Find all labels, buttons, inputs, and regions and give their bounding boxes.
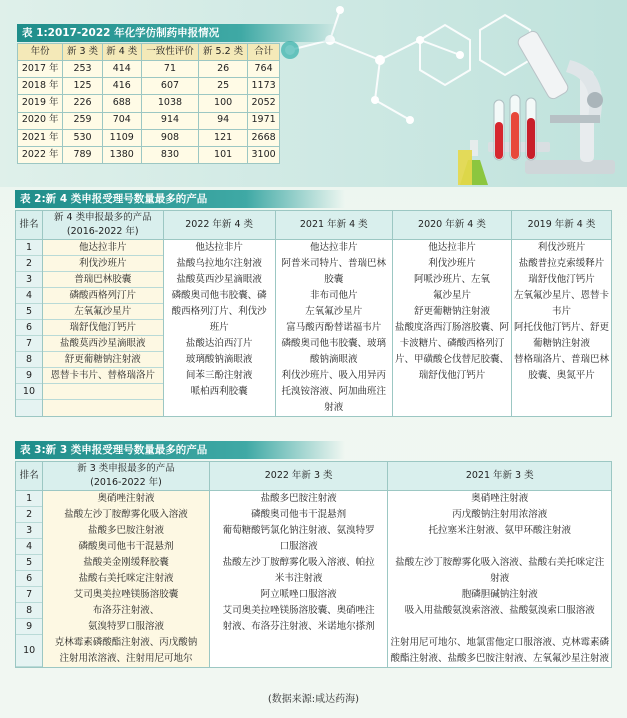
t1-cell: 914 (141, 112, 198, 129)
t1-cell: 3100 (248, 146, 280, 163)
cell-line: 6 (16, 320, 42, 336)
t1-cell: 2018 年 (18, 78, 63, 95)
cell-line: 4 (16, 288, 42, 304)
cell-line: 布洛芬注射液、 (92, 605, 160, 616)
cell-line: 胶囊、奥氮平片 (528, 370, 595, 381)
cell-line: 玻璃酸钠滴眼液 (185, 354, 253, 365)
cell-line: 注射用尼可地尔、地氯雷他定口服溶液、克林霉素磷 (390, 637, 609, 648)
cell-line: 盐酸莫西沙星滴眼液 (176, 274, 262, 285)
cell-line: 1 (16, 491, 42, 507)
table3-title: 表 3:新 3 类申报受理号数量最多的产品 (15, 441, 345, 459)
t2-header: 2020 年新 4 类 (392, 211, 511, 240)
cell-line: 利伐沙班片 (537, 242, 586, 253)
cell-line: 阿托伐他汀钙片、舒更 (513, 322, 609, 333)
t2-header: 2022 年新 4 类 (163, 211, 275, 240)
t1-cell: 908 (141, 129, 198, 146)
t1-header: 新 4 类 (102, 44, 141, 61)
cell-line: 口服溶液 (279, 541, 318, 552)
molecule-node-icon (281, 41, 299, 59)
cell-line: 间苯三酚注射液 (185, 370, 253, 381)
t1-header: 新 3 类 (63, 44, 102, 61)
cell-line: 瑞舒伐他汀钙片 (43, 320, 163, 336)
t3-col-overall (43, 491, 210, 668)
cell-line: 9 (16, 619, 42, 635)
cell-line: 2 (16, 507, 42, 523)
cell-line: 卡波糖片、磷酸西格列汀 (399, 338, 505, 349)
t1-cell: 789 (63, 146, 102, 163)
cell-line: 葡萄糖酸钙氯化钠注射液、氨溴特罗 (222, 525, 375, 536)
cell-line: 艾司奥美拉唑镁肠溶胶囊、奥硝唑注 (222, 605, 375, 616)
t3-header: 2021 年新 3 类 (388, 462, 612, 491)
t3-col-2022 (209, 491, 388, 668)
table3-new-class3-products (15, 461, 612, 668)
t1-header: 新 5.2 类 (199, 44, 248, 61)
cell-line: 磷酸西格列汀片 (43, 288, 163, 304)
t1-row (18, 146, 280, 163)
cell-line: 7 (16, 587, 42, 603)
cell-line: 盐酸莫西沙星滴眼液 (43, 336, 163, 352)
cell-line: 利伐沙班片 (428, 258, 476, 269)
t1-cell: 25 (199, 78, 248, 95)
cell-line: 富马酸丙酚替诺福韦片 (286, 322, 382, 333)
cell-line (212, 635, 386, 651)
t2-header: 排名 (16, 211, 43, 240)
cell-line: 瑞舒伐他汀钙片 (528, 274, 595, 285)
table1-title: 表 1:2017-2022 年化学仿制药申报情况 (17, 24, 337, 42)
cell-line: 盐酸度洛西汀肠溶胶囊、阿 (394, 322, 509, 333)
cell-line: 克林霉素磷酸酯注射液、丙戊酸钠 (54, 637, 198, 648)
data-source-note: (数据来源:咸达药海) (267, 694, 360, 705)
cell-line: 盐酸多巴胺注射液 (260, 493, 337, 504)
cell-line (390, 539, 609, 555)
t1-row (18, 61, 280, 78)
cell-line: 磷酸奥司他韦干混悬剂 (251, 509, 347, 520)
cell-line (43, 384, 163, 400)
t3-header: 排名 (16, 462, 43, 491)
t1-cell: 1380 (102, 146, 141, 163)
cell-line: 托拉塞米注射液、氨甲环酸注射液 (428, 525, 571, 536)
cell-line: 舒更葡糖钠注射液 (43, 352, 163, 368)
cell-line: 托溴铵溶液、阿加曲班注 (281, 386, 387, 397)
cell-line: 他达拉非片 (310, 242, 358, 253)
cell-line: 丙戊酸钠注射用浓溶液 (452, 509, 548, 520)
t1-cell: 26 (199, 61, 248, 78)
cell-line: 10 (16, 635, 42, 667)
t1-cell: 1038 (141, 95, 198, 112)
t1-cell: 121 (199, 129, 248, 146)
cell-line: 射液、布洛芬注射液、米诺地尔搽剂 (222, 621, 375, 632)
t1-cell: 125 (63, 78, 102, 95)
t2-col-overall (42, 240, 163, 417)
cell-line: 阿立哌唑口服溶液 (260, 589, 337, 600)
cell-line: 非布司他片 (310, 290, 358, 301)
t1-header: 合计 (248, 44, 280, 61)
cell-line: 酸酯注射液、盐酸多巴胺注射液、左氧氟沙星注射液 (390, 653, 609, 664)
t1-row (18, 95, 280, 112)
cell-line: 吸入用盐酸氨溴索溶液、盐酸氨溴索口服溶液 (404, 605, 595, 616)
cell-line: 胶囊 (324, 274, 344, 285)
cell-line: 酸钠滴眼液 (310, 354, 358, 365)
cell-line: 3 (16, 272, 42, 288)
t1-cell: 101 (199, 146, 248, 163)
cell-line (395, 384, 509, 400)
t1-cell: 100 (199, 95, 248, 112)
cell-line: 盐酸左沙丁胺醇雾化吸入溶液、盐酸右美托咪定注 (395, 557, 605, 568)
table2-new-class4-products (15, 210, 612, 417)
t1-cell: 2019 年 (18, 95, 63, 112)
cell-line: 酸西格列汀片、利伐沙 (171, 306, 267, 317)
t1-cell: 1173 (248, 78, 280, 95)
cell-line: 奥硝唑注射液 (97, 493, 155, 504)
t2-header: 2021 年新 4 类 (275, 211, 392, 240)
cell-line: 利伐沙班片 (43, 256, 163, 272)
cell-line: 5 (16, 304, 42, 320)
t1-cell: 2022 年 (18, 146, 63, 163)
cell-line: 利伐沙班片、吸入用异丙 (281, 370, 387, 381)
cell-line: 瑞舒伐他汀钙片 (418, 370, 486, 381)
cell-line: 5 (16, 555, 42, 571)
t1-row (18, 78, 280, 95)
cell-line: 1 (16, 240, 42, 256)
cell-line: 他达拉非片 (428, 242, 476, 253)
cell-line: 盐酸左沙丁胺醇雾化吸入溶液 (64, 509, 188, 520)
t1-row (18, 112, 280, 129)
t1-row (18, 129, 280, 146)
cell-line: 他达拉非片 (195, 242, 243, 253)
cell-line: 注射用浓溶液、注射用尼可地尔 (59, 653, 193, 664)
cell-line: 阿普米司特片、普瑞巴林 (281, 258, 387, 269)
t3-col-2021 (388, 491, 612, 668)
t1-cell: 416 (102, 78, 141, 95)
t1-header: 一致性评价 (141, 44, 198, 61)
cell-line: 哌柏西利胶囊 (190, 386, 248, 397)
cell-line: 盐酸左沙丁胺醇雾化吸入溶液、帕拉 (222, 557, 375, 568)
t1-cell: 2052 (248, 95, 280, 112)
cell-line: 普瑞巴林胶囊 (43, 272, 163, 288)
cell-line: 恩替卡韦片、替格瑞洛片 (43, 368, 163, 384)
cell-line: 盐酸多巴胺注射液 (88, 525, 165, 536)
t2-col-2019 (511, 240, 611, 417)
t1-cell: 1109 (102, 129, 141, 146)
cell-line: 磷酸奥司他韦干混悬剂 (78, 541, 174, 552)
flask-icon (458, 140, 488, 185)
t1-cell: 71 (141, 61, 198, 78)
cell-line: 左氧氟沙星片 (43, 304, 163, 320)
cell-line: 3 (16, 523, 42, 539)
cell-line: 班片 (209, 322, 229, 333)
t3-rank-column (16, 491, 43, 668)
cell-line: 9 (16, 368, 42, 384)
t1-cell: 704 (102, 112, 141, 129)
cell-line: 左氧氟沙星片、恩替卡 (513, 290, 609, 301)
table2-title: 表 2:新 4 类申报受理号数量最多的产品 (15, 190, 345, 208)
t2-col-2020 (392, 240, 511, 417)
cell-line: 盐酸普拉克索缓释片 (518, 258, 605, 269)
t1-cell: 2017 年 (18, 61, 63, 78)
t1-header: 年份 (18, 44, 63, 61)
t1-cell: 830 (141, 146, 198, 163)
t1-cell: 414 (102, 61, 141, 78)
cell-line: 6 (16, 571, 42, 587)
cell-line: 艾司奥美拉唑镁肠溶胶囊 (73, 589, 179, 600)
t1-cell: 2668 (248, 129, 280, 146)
cell-line: 盐酸美金刚缓释胶囊 (83, 557, 169, 568)
cell-line: 射液 (490, 573, 510, 584)
t1-cell: 764 (248, 61, 280, 78)
cell-line: 磷酸奥司他韦胶囊、玻璃 (281, 338, 387, 349)
t2-rank-column (16, 240, 43, 417)
cell-line: 盐酸达泊西汀片 (185, 338, 253, 349)
t2-header: 新 4 类申报最多的产品 (2016-2022 年) (42, 211, 163, 240)
t3-header: 新 3 类申报最多的产品 (2016-2022 年) (43, 462, 210, 491)
cell-line: 替格瑞洛片、普瑞巴林 (513, 354, 609, 365)
cell-line (390, 619, 609, 635)
cell-line: 氨溴特罗口服溶液 (88, 621, 165, 632)
cell-line (514, 384, 609, 400)
t1-cell: 1971 (248, 112, 280, 129)
t2-col-2021 (275, 240, 392, 417)
cell-line: 4 (16, 539, 42, 555)
cell-line: 米韦注射液 (274, 573, 323, 584)
cell-line: 氟沙星片 (432, 290, 471, 301)
t1-cell: 2020 年 (18, 112, 63, 129)
cell-line: 7 (16, 336, 42, 352)
t1-cell: 688 (102, 95, 141, 112)
cell-line: 他达拉非片 (43, 240, 163, 256)
cell-line: 韦片 (551, 306, 571, 317)
cell-line: 胞磷胆碱钠注射液 (461, 589, 538, 600)
cell-line: 葡糖钠注射液 (532, 338, 590, 349)
cell-line: 阿哌沙班片、左氧 (413, 274, 490, 285)
t2-col-2022 (163, 240, 275, 417)
test-tubes-icon (488, 95, 550, 160)
cell-line: 10 (16, 384, 42, 400)
table1-applications-by-year (17, 43, 280, 164)
t2-header: 2019 年新 4 类 (511, 211, 611, 240)
cell-line: 2 (16, 256, 42, 272)
cell-line: 盐酸乌拉地尔注射液 (176, 258, 262, 269)
t3-header: 2022 年新 3 类 (209, 462, 388, 491)
cell-line: 磷酸奥司他韦胶囊、磷 (171, 290, 267, 301)
t1-cell: 226 (63, 95, 102, 112)
t1-cell: 2021 年 (18, 129, 63, 146)
cell-line: 奥硝唑注射液 (471, 493, 529, 504)
cell-line: 片、甲磺酸仑伐替尼胶囊、 (394, 354, 509, 365)
t1-cell: 259 (63, 112, 102, 129)
cell-line: 8 (16, 352, 42, 368)
cell-line: 左氧氟沙星片 (305, 306, 363, 317)
cell-line: 舒更葡糖钠注射液 (413, 306, 490, 317)
t1-cell: 253 (63, 61, 102, 78)
t1-cell: 607 (141, 78, 198, 95)
cell-line: 射液 (324, 402, 344, 413)
cell-line: 盐酸右美托咪定注射液 (78, 573, 174, 584)
t1-cell: 530 (63, 129, 102, 146)
t1-cell: 94 (199, 112, 248, 129)
cell-line: 8 (16, 603, 42, 619)
